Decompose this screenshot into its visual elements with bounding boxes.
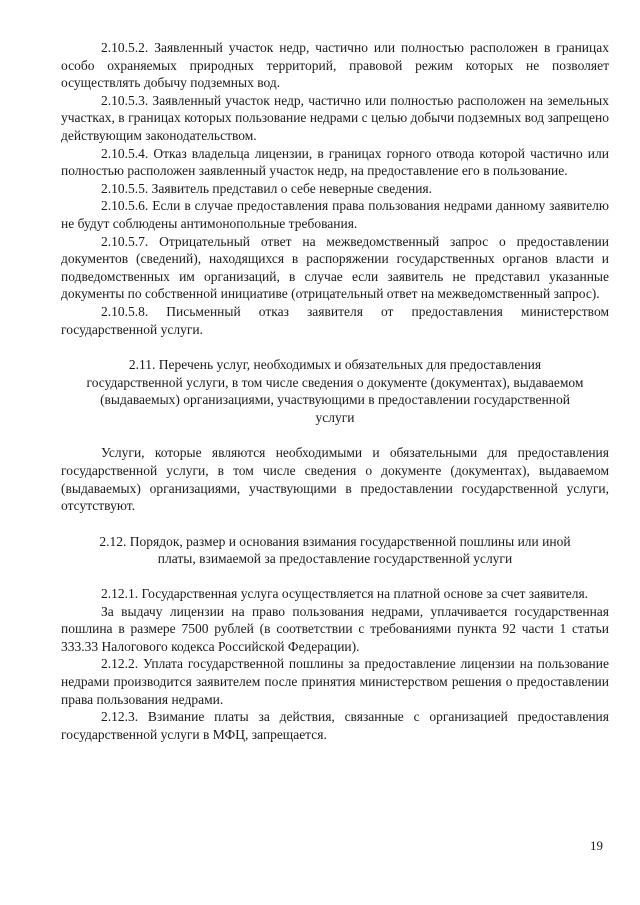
- paragraph-2-12-3: 2.12.3. Взимание платы за действия, связанные с организацией предоставления государственной услуги в МФЦ, запрещается.: [61, 709, 609, 742]
- paragraph-2-10-5-6: 2.10.5.6. Если в случае предоставления права пользования недрами данному заявителю не будут соблюдены антимонопольные требования.: [61, 198, 609, 231]
- section-heading-2-11: 2.11. Перечень услуг, необходимых и обязательных для предоставления государственной услуги, в том числе сведения о документе (документах), выдаваемом (выдаваемых) организациями, участвующими в предоставлении государственной услуги: [86, 357, 584, 425]
- paragraph-2-10-5-3: 2.10.5.3. Заявленный участок недр, частично или полностью расположен на земельных участках, в границах которых пользование недрами с целью добычи подземных вод запрещено действующим законодательством.: [61, 92, 609, 143]
- page-number: 19: [590, 838, 603, 853]
- paragraph-2-11: Услуги, которые являются необходимыми и обязательными для предоставления государственной услуги, в том числе сведения о документе (документах), выдаваемом (выдаваемых) организациями, участвующими в предоставлении государственной услуги, отсутствуют.: [61, 445, 609, 514]
- paragraph-2-10-5-7: 2.10.5.7. Отрицательный ответ на межведомственный запрос о предоставлении документов (сведений), находящихся в распоряжении государственных органов власти и подведомственных им организаций, в случае если заявитель не представил указанные документы по собственной инициативе (отрицательный ответ на межведомственный запрос).: [61, 233, 609, 302]
- paragraph-2-10-5-8: 2.10.5.8. Письменный отказ заявителя от предоставления министерством государственной услуги.: [61, 303, 609, 337]
- paragraph-2-12-2: 2.12.2. Уплата государственной пошлины за предоставление лицензии на пользование недрами производится заявителем после принятия министерством решения о предоставлении права пользования недрами.: [61, 656, 609, 707]
- paragraph-2-10-5-4: 2.10.5.4. Отказ владельца лицензии, в границах горного отвода которой частично или полностью расположен заявленный участок недр, на предоставление его в пользование.: [61, 145, 609, 179]
- document-page: [61, 39, 609, 743]
- paragraph-2-12-1: 2.12.1. Государственная услуга осуществляется на платной основе за счет заявителя.: [101, 586, 589, 602]
- paragraph-fee: За выдачу лицензии на право пользования недрами, уплачивается государственная пошлина в размере 7500 рублей (в соответствии с требованиями пункта 92 части 1 статьи 333.33 Налогового кодекса Российской Федерации).: [61, 603, 609, 654]
- section-heading-2-12: 2.12. Порядок, размер и основания взимания государственной пошлины или иной платы, взимаемой за предоставление государственной услуги: [99, 533, 571, 567]
- paragraph-2-10-5-5: 2.10.5.5. Заявитель представил о себе неверные сведения.: [101, 180, 433, 196]
- paragraph-2-10-5-2: 2.10.5.2. Заявленный участок недр, частично или полностью расположен в границах особо охраняемых природных территорий, правовой режим которых не позволяет осуществлять добычу подземных вод.: [61, 40, 609, 91]
